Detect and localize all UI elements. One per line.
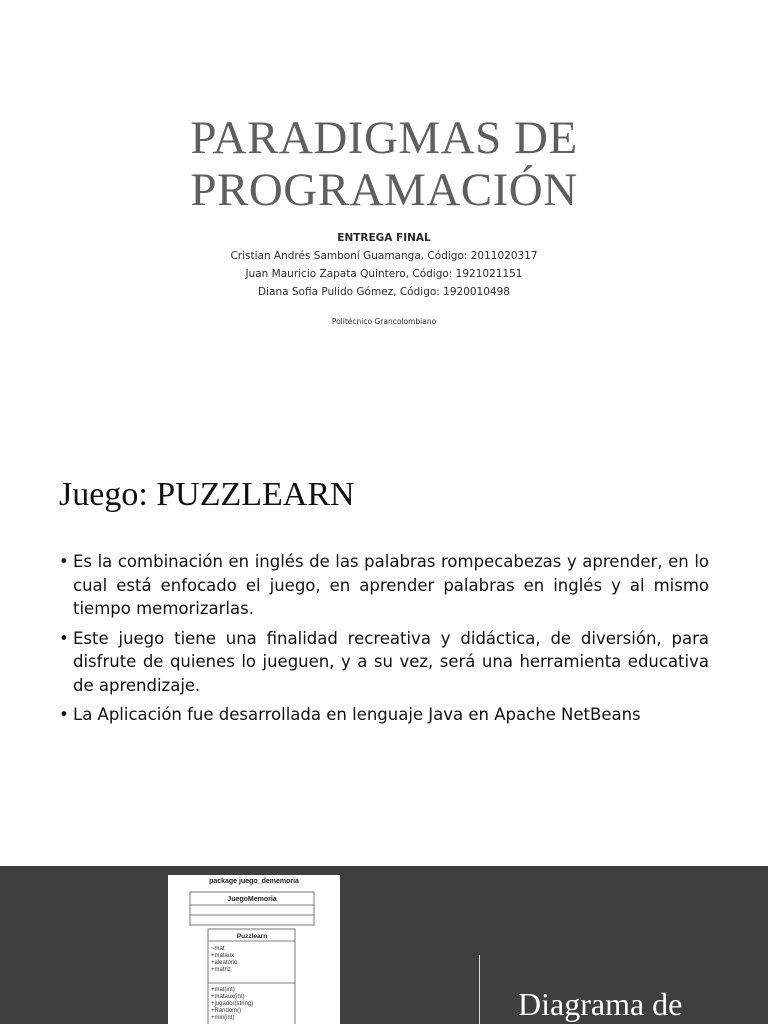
uml-attribute: +mataux [211, 953, 235, 959]
author-line: Juan Mauricio Zapata Quintero, Código: 1921021151 [245, 268, 523, 280]
uml-class2-name: Puzzlearn [236, 933, 268, 940]
title-slide [0, 0, 768, 432]
title-line-1: PARADIGMAS DE [190, 112, 578, 164]
uml-method: +jugador(string) [211, 1001, 254, 1007]
vertical-divider [479, 955, 480, 1024]
uml-attribute: +aleatorio [211, 960, 238, 966]
subtitle-heading: ENTREGA FINAL [337, 232, 431, 244]
diagram-slide [0, 866, 768, 1024]
slide-title: Juego: PUZZLEARN [59, 476, 355, 513]
slide-title: Diagrama de [518, 986, 683, 1022]
uml-attribute: ~mat [211, 946, 225, 952]
uml-method: +mataux(int) [211, 994, 245, 1000]
author-line: Cristian Andrés Samboní Guamanga, Código: 2011020317 [230, 250, 538, 262]
uml-method: +min(int) [211, 1015, 235, 1021]
bullet-item: • Este juego tiene una finalidad recreativa y didáctica, de diversión, para disfrute de quienes lo jueguen, y a su vez, será una herramienta educativa de aprendizaje. [59, 627, 709, 698]
uml-package-label: package juego_dememoria [209, 878, 299, 885]
game-slide [0, 432, 768, 866]
presentation-title [0, 112, 768, 216]
uml-attribute: +matriz [211, 967, 231, 973]
title-line-2: PROGRAMACIÓN [190, 164, 578, 216]
bullet-item: • La Aplicación fue desarrollada en lenguaje Java en Apache NetBeans [59, 703, 709, 727]
author-line: Diana Sofia Pulido Gómez, Código: 1920010498 [258, 286, 510, 298]
subtitle-block [0, 229, 768, 301]
uml-diagram [168, 875, 340, 1024]
uml-method: +Random() [211, 1008, 242, 1014]
bullet-list [59, 550, 709, 733]
uml-class1-name: JuegoMemoria [227, 896, 277, 903]
bullet-item: • Es la combinación en inglés de las palabras rompecabezas y aprender, en lo cual está enfocado el juego, en aprender palabras en inglés y al mismo tiempo memorizarlas. [59, 550, 709, 621]
uml-diagram-image [168, 875, 340, 1024]
institution-name: Politécnico Grancolombiano [331, 317, 437, 326]
uml-method: +mat(int) [211, 987, 235, 993]
